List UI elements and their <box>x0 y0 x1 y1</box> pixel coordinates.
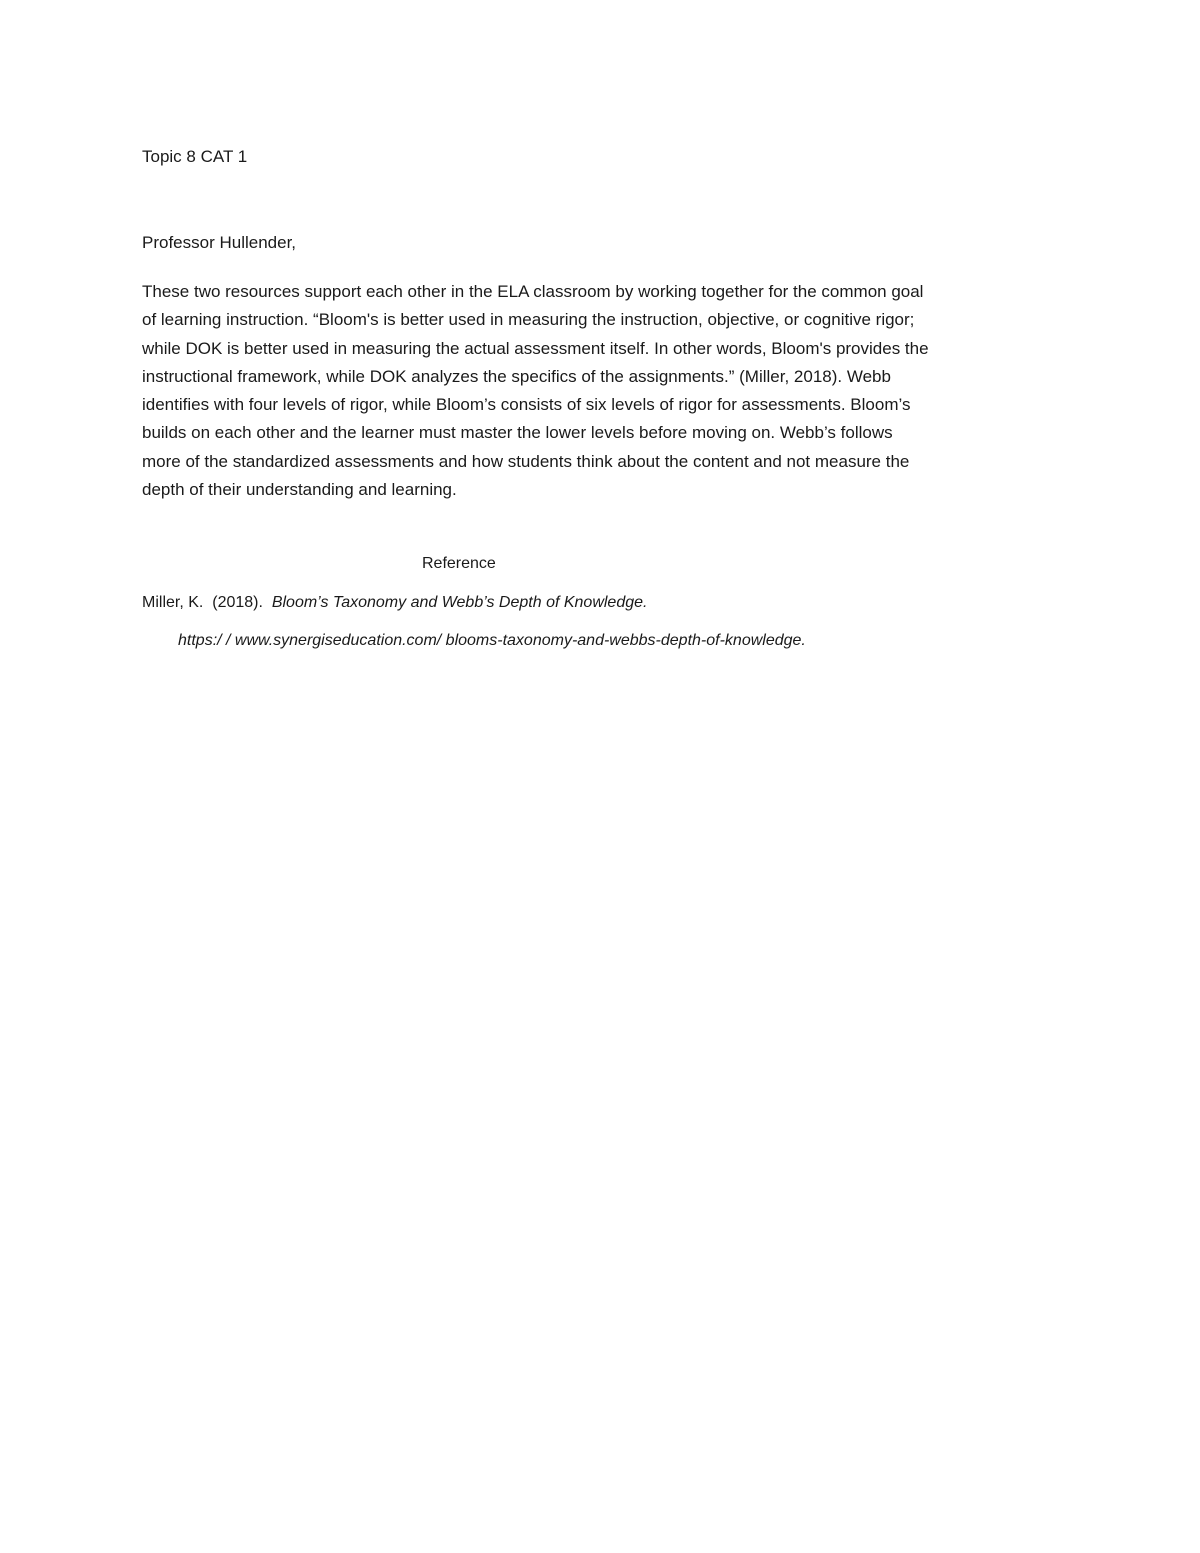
body-line: while DOK is better used in measuring the actual assessment itself. In other words, Bloom's provides the <box>142 338 929 358</box>
document-title: Topic 8 CAT 1 <box>142 147 248 166</box>
reference-author-date: Miller, K. (2018). <box>142 594 272 611</box>
reference-entry <box>142 592 647 614</box>
body-line: identifies with four levels of rigor, while Bloom’s consists of six levels of rigor for assessments. Bloom’s <box>142 395 911 415</box>
reference-work-title: Bloom’s Taxonomy and Webb’s Depth of Knowledge. <box>271 594 648 611</box>
body-line: instructional framework, while DOK analyzes the specifics of the assignments.” (Miller, 2018). Webb <box>142 366 891 386</box>
salutation: Professor Hullender, <box>142 233 297 252</box>
body-line: of learning instruction. “Bloom's is better used in measuring the instruction, objective, or cognitive rigor; <box>142 310 915 330</box>
reference-url: https:/ / www.synergiseducation.com/ blooms-taxonomy-and-webbs-depth-of-knowledge. <box>178 632 806 649</box>
body-line: more of the standardized assessments and how students think about the content and not measure the <box>142 451 910 471</box>
body-line: builds on each other and the learner must master the lower levels before moving on. Webb’s follows <box>142 423 893 443</box>
body-line: These two resources support each other in the ELA classroom by working together for the common goal <box>142 282 924 301</box>
body-paragraph <box>142 278 1072 504</box>
reference-heading: Reference <box>422 555 496 572</box>
body-line: depth of their understanding and learning. <box>142 480 457 500</box>
